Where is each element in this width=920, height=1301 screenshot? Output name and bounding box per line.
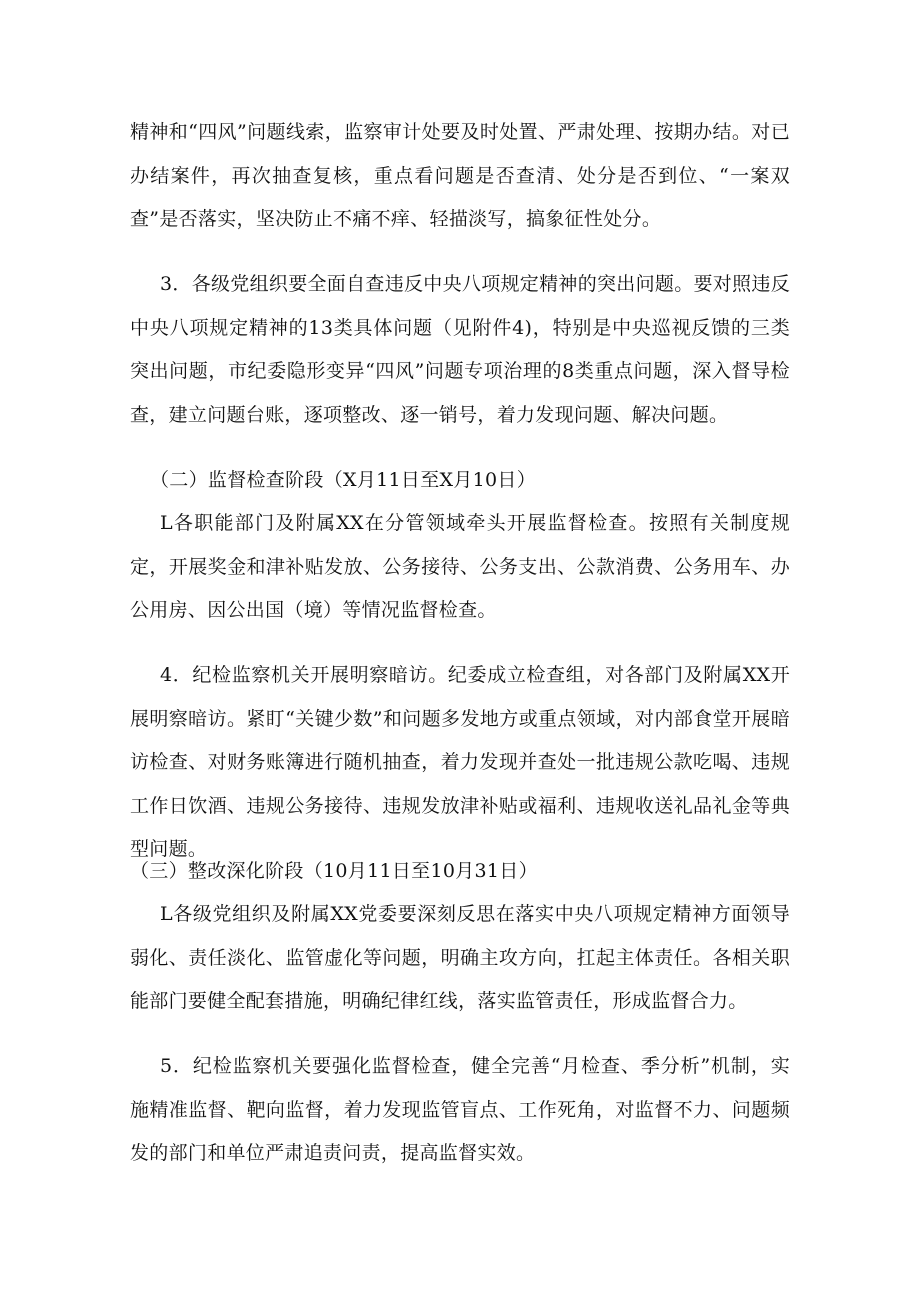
paragraph-case-handling: 精神和“四风”问题线索，监察审计处要及时处置、严肃处理、按期办结。对已办结案件，再次抽查复核，重点看问题是否查清、处分是否到位、“一案双查”是否落实，坚决防止不痛不痒、轻描淡写，搞象征性处分。 bbox=[130, 121, 790, 230]
paragraph-item-5-strengthen-supervision: 5．纪检监察机关要强化监督检查，健全完善“月检查、季分析”机制，实施精准监督、靶向监督，着力发现监管盲点、工作死角，对监督不力、问题频发的部门和单位严肃追责问责，提高监督实效。 bbox=[130, 1055, 790, 1164]
paragraph-item-4-unannounced-visits: 4．纪检监察机关开展明察暗访。纪委成立检查组，对各部门及附属XX开展明察暗访。紧盯“关键少数”和问题多发地方或重点领域，对内部食堂开展暗访检查、对财务账簿进行随机抽查，着力发现并查处一批违规公款吃喝、违规工作日饮酒、违规公务接待、违规发放津补贴或福利、违规收送礼品礼金等典型问题。 bbox=[130, 664, 790, 860]
section-heading-supervision-stage: （二）监督检查阶段（X月11日至X月10日） bbox=[150, 469, 537, 491]
paragraph-item-3-self-check: 3．各级党组织要全面自查违反中央八项规定精神的突出问题。要对照违反中央八项规定精神的13类具体问题（见附件4)，特别是中央巡视反馈的三类突出问题，市纪委隐形变异“四风”问题专项治理的8类重点问题，深入督导检查，建立问题台账，逐项整改、逐一销号，着力发现问题、解决问题。 bbox=[130, 273, 790, 426]
section-heading-rectification-stage: （三）整改深化阶段（10月11日至10月31日） bbox=[130, 860, 538, 882]
paragraph-departments-inspection: L各职能部门及附属XX在分管领域牵头开展监督检查。按照有关制度规定，开展奖金和津补贴发放、公务接待、公务支出、公款消费、公务用车、办公用房、因公出国（境）等情况监督检查。 bbox=[130, 512, 790, 621]
paragraph-party-organizations-reflection: L各级党组织及附属XX党委要深刻反思在落实中央八项规定精神方面领导弱化、责任淡化、监管虚化等问题，明确主攻方向，扛起主体责任。各相关职能部门要健全配套措施，明确纪律红线，落实监管责任，形成监督合力。 bbox=[130, 903, 790, 1012]
